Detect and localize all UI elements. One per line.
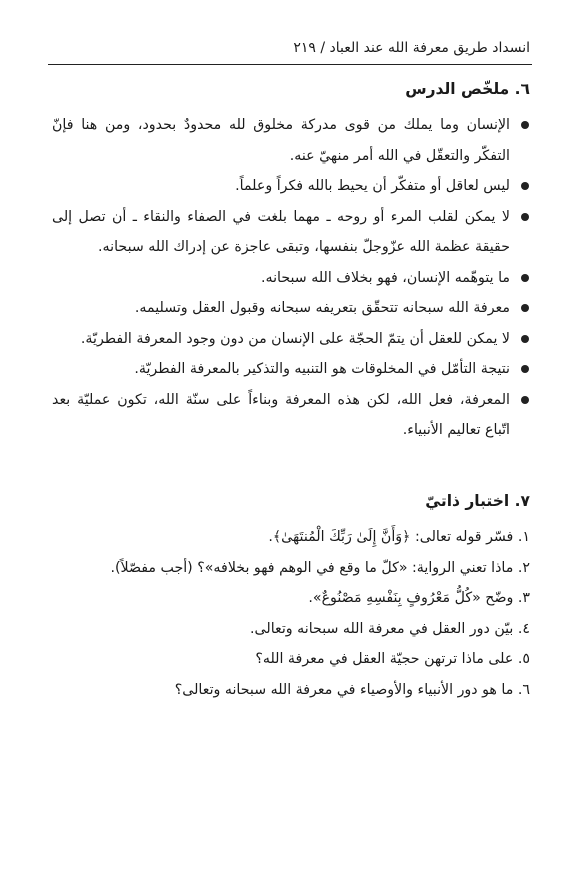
lesson-summary-heading: ٦. ملخّص الدرس (405, 80, 530, 98)
bullet-icon (521, 335, 529, 343)
self-test-question: ٦. ما هو دور الأنبياء والأوصياء في معرفة الله سبحانه وتعالى؟ (174, 681, 530, 698)
summary-bullet-text: المعرفة، فعل الله، لكن هذه المعرفة وبناءاً على سنّة الله، تكون عمليّة بعد اتّباع تعاليم الأنبياء. (52, 391, 510, 438)
summary-bullet-text: ليس لعاقل أو متفكّر أن يحيط بالله فكراً وعلماً. (235, 178, 510, 194)
bullet-icon (521, 304, 529, 312)
summary-bullet-text: معرفة الله سبحانه تتحقّق بتعريفه سبحانه وقبول العقل وتسليمه. (134, 300, 510, 316)
summary-bullet-list (52, 110, 530, 446)
bullet-icon (521, 365, 529, 373)
self-test-question: ٤. بيّن دور العقل في معرفة الله سبحانه وتعالى. (250, 620, 530, 637)
header-rule (48, 64, 532, 65)
summary-bullet (52, 293, 530, 324)
bullet-icon (521, 396, 529, 404)
self-test-question: ٥. على ماذا ترتهن حجيّة العقل في معرفة الله؟ (255, 651, 530, 667)
self-test-question: ٢. ماذا تعني الرواية: «كلّ ما وقع في الوهم فهو بخلافه»؟ (أجب مفصّلاً). (110, 559, 530, 576)
summary-bullet-text: لا يمكن لقلب المرء أو روحه ـ مهما بلغت في الصفاء والنقاء ـ أن تصل إلى حقيقة عظمة الله عزّوجلّ بنفسها، وتبقى عاجزة عن إدراك الله سبحانه. (52, 208, 510, 255)
summary-bullet (52, 171, 530, 202)
summary-bullet (52, 354, 530, 385)
running-header: انسداد طريق معرفة الله عند العباد / ٢١٩ (293, 40, 530, 56)
summary-bullet (52, 324, 530, 355)
bullet-icon (521, 274, 529, 282)
summary-bullet-text: لا يمكن للعقل أن يتمّ الحجّة على الإنسان من دون وجود المعرفة الفطريّة. (80, 330, 510, 347)
self-test-question: ٣. وضّح «كُلُّ مَعْرُوفٍ بِنَفْسِهِ مَصْنُوعٌ». (308, 590, 530, 606)
bullet-icon (521, 182, 529, 190)
self-test-question: ١. فسّر قوله تعالى: ﴿وَأَنَّ إِلَىٰ رَبِّكَ الْمُنتَهَىٰ﴾. (268, 529, 530, 545)
summary-bullet-text: الإنسان وما يملك من قوى مدركة مخلوق لله محدودٌ بحدود، ومن هنا فإنّ التفكّر والتعقّل في الله أمر منهيّ عنه. (52, 117, 510, 164)
summary-bullet (52, 263, 530, 294)
bullet-icon (521, 121, 529, 129)
summary-bullet-text: نتيجة التأمّل في المخلوقات هو التنبيه والتذكير بالمعرفة الفطريّة. (134, 361, 510, 377)
summary-bullet (52, 385, 530, 446)
summary-bullet-text: ما يتوهّمه الإنسان، فهو بخلاف الله سبحانه. (260, 269, 510, 286)
self-test-heading: ٧. اختبار ذاتيّ (425, 492, 530, 510)
summary-bullet (52, 202, 530, 263)
bullet-icon (521, 213, 529, 221)
self-test-question-list (52, 522, 530, 705)
summary-bullet (52, 110, 530, 171)
